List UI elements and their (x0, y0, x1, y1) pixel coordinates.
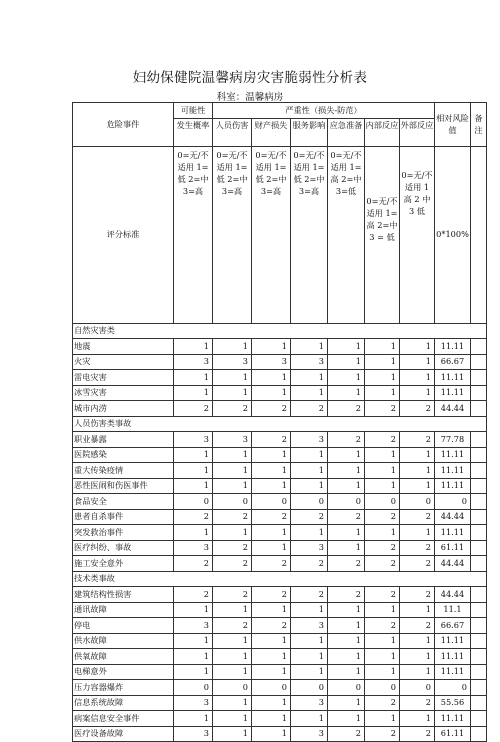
score-cell: 0 (213, 494, 252, 510)
risk-value: 66.67 (435, 618, 471, 634)
risk-value: 0 (435, 494, 471, 510)
score-cell: 1 (213, 633, 252, 649)
score-cell: 2 (365, 587, 400, 603)
score-cell: 2 (328, 432, 365, 448)
score-cell: 3 (291, 540, 328, 556)
column-header: 财产损失 (252, 118, 291, 146)
section-title: 技术类事故 (73, 571, 487, 587)
remark-cell (471, 664, 487, 680)
score-cell: 0 (365, 494, 400, 510)
risk-value: 11.11 (435, 339, 471, 355)
score-cell: 0 (400, 680, 435, 696)
score-cell: 1 (328, 618, 365, 634)
score-cell: 2 (252, 618, 291, 634)
score-cell: 0 (291, 494, 328, 510)
column-header: 内部反应 (365, 118, 400, 146)
table-row (73, 385, 487, 401)
score-cell: 1 (252, 711, 291, 727)
score-cell: 1 (328, 525, 365, 541)
risk-value: 55.56 (435, 695, 471, 711)
criteria-risk: 0*100% (435, 146, 471, 323)
score-cell: 1 (213, 664, 252, 680)
score-cell: 3 (252, 354, 291, 370)
table-row (73, 370, 487, 386)
score-cell: 1 (291, 447, 328, 463)
table-row (73, 556, 487, 572)
event-name: 城市内涝 (73, 401, 174, 417)
score-cell: 1 (400, 339, 435, 355)
score-cell: 1 (328, 385, 365, 401)
score-cell: 1 (213, 525, 252, 541)
score-cell: 1 (252, 664, 291, 680)
relative-risk-header: 相对风险值 (435, 103, 471, 147)
remark-cell (471, 649, 487, 665)
score-cell: 3 (213, 354, 252, 370)
risk-value: 66.67 (435, 354, 471, 370)
score-cell: 1 (174, 447, 213, 463)
score-cell: 3 (174, 540, 213, 556)
score-cell: 1 (213, 385, 252, 401)
score-cell: 2 (365, 695, 400, 711)
score-cell: 1 (252, 385, 291, 401)
remark-cell (471, 726, 487, 742)
department-label: 科室：温馨病房 (216, 92, 284, 103)
score-cell: 2 (328, 509, 365, 525)
score-cell: 2 (213, 509, 252, 525)
score-cell: 1 (400, 370, 435, 386)
score-cell: 1 (174, 478, 213, 494)
score-cell: 1 (365, 385, 400, 401)
table-row (73, 525, 487, 541)
score-cell: 0 (400, 494, 435, 510)
risk-value: 44.44 (435, 509, 471, 525)
table-row (73, 711, 487, 727)
score-cell: 1 (365, 354, 400, 370)
score-cell: 1 (213, 463, 252, 479)
risk-value: 11.11 (435, 649, 471, 665)
column-header: 发生概率 (174, 118, 213, 146)
remark-cell (471, 556, 487, 572)
score-cell: 2 (400, 432, 435, 448)
score-cell: 3 (174, 618, 213, 634)
score-cell: 3 (291, 618, 328, 634)
score-cell: 1 (174, 711, 213, 727)
score-cell: 2 (213, 587, 252, 603)
score-cell: 1 (291, 711, 328, 727)
score-cell: 3 (291, 432, 328, 448)
event-name: 通讯故障 (73, 602, 174, 618)
risk-value: 11.11 (435, 525, 471, 541)
event-name: 供氧故障 (73, 649, 174, 665)
score-cell: 1 (365, 525, 400, 541)
score-cell: 1 (252, 478, 291, 494)
score-cell: 1 (213, 478, 252, 494)
score-cell: 1 (291, 602, 328, 618)
table-row (73, 726, 487, 742)
table-row (73, 695, 487, 711)
event-name: 供水故障 (73, 633, 174, 649)
risk-value: 61.11 (435, 726, 471, 742)
remark-cell (471, 509, 487, 525)
table-row (73, 602, 487, 618)
score-cell: 1 (174, 463, 213, 479)
score-cell: 1 (174, 633, 213, 649)
score-cell: 1 (252, 695, 291, 711)
risk-value: 11.11 (435, 447, 471, 463)
score-cell: 1 (400, 385, 435, 401)
score-cell: 1 (328, 649, 365, 665)
score-cell: 2 (400, 587, 435, 603)
remark-cell (471, 401, 487, 417)
risk-value: 77.78 (435, 432, 471, 448)
table-row (73, 447, 487, 463)
score-cell: 1 (252, 726, 291, 742)
score-cell: 1 (365, 463, 400, 479)
table-row (73, 664, 487, 680)
event-name: 突发救治事件 (73, 525, 174, 541)
score-cell: 0 (291, 680, 328, 696)
probability-header: 可能性 (174, 103, 213, 119)
score-cell: 2 (252, 509, 291, 525)
score-cell: 1 (174, 602, 213, 618)
score-cell: 1 (328, 540, 365, 556)
score-cell: 1 (328, 447, 365, 463)
score-cell: 1 (400, 633, 435, 649)
score-cell: 2 (328, 587, 365, 603)
event-name: 医院感染 (73, 447, 174, 463)
score-cell: 0 (328, 494, 365, 510)
score-cell: 2 (365, 509, 400, 525)
table-row (73, 339, 487, 355)
score-cell: 2 (400, 556, 435, 572)
score-cell: 0 (252, 680, 291, 696)
score-cell: 2 (365, 432, 400, 448)
score-cell: 1 (213, 649, 252, 665)
risk-value: 11.11 (435, 370, 471, 386)
score-cell: 1 (213, 447, 252, 463)
score-cell: 1 (365, 711, 400, 727)
score-cell: 2 (213, 401, 252, 417)
remark-cell (471, 370, 487, 386)
score-cell: 0 (252, 494, 291, 510)
score-cell: 1 (328, 463, 365, 479)
score-cell: 2 (400, 540, 435, 556)
score-cell: 2 (174, 509, 213, 525)
score-cell: 2 (365, 540, 400, 556)
score-cell: 1 (400, 649, 435, 665)
score-cell: 2 (213, 540, 252, 556)
risk-value: 11.11 (435, 711, 471, 727)
score-cell: 2 (252, 432, 291, 448)
event-name: 雷电灾害 (73, 370, 174, 386)
table-row (73, 587, 487, 603)
score-cell: 2 (365, 556, 400, 572)
header-row-1 (73, 103, 487, 119)
score-cell: 2 (328, 726, 365, 742)
score-cell: 1 (252, 463, 291, 479)
score-cell: 2 (291, 587, 328, 603)
event-name: 恶性医闹和伤医事件 (73, 478, 174, 494)
score-cell: 1 (174, 664, 213, 680)
score-cell: 1 (174, 649, 213, 665)
remark-header: 备注 (471, 103, 487, 147)
score-cell: 2 (213, 618, 252, 634)
score-cell: 2 (365, 618, 400, 634)
remark-cell (471, 695, 487, 711)
event-name: 医疗设备故障 (73, 726, 174, 742)
score-cell: 0 (213, 680, 252, 696)
table-row (73, 401, 487, 417)
table-row (73, 354, 487, 370)
score-cell: 1 (400, 664, 435, 680)
score-cell: 1 (291, 649, 328, 665)
score-cell: 1 (252, 649, 291, 665)
event-name: 医疗纠纷、事故 (73, 540, 174, 556)
score-cell: 1 (365, 478, 400, 494)
score-cell: 1 (174, 370, 213, 386)
score-cell: 1 (291, 525, 328, 541)
criteria-cell: 0=无/不适用 1=低 2=中 3=高 (291, 146, 328, 323)
score-cell: 0 (365, 680, 400, 696)
criteria-remark (471, 146, 487, 323)
score-cell: 1 (252, 370, 291, 386)
score-cell: 1 (252, 602, 291, 618)
score-cell: 0 (174, 680, 213, 696)
criteria-cell: 0=无/不适用 1=低 2=中 3=高 (174, 146, 213, 323)
score-cell: 1 (328, 711, 365, 727)
score-cell: 1 (174, 385, 213, 401)
score-cell: 2 (174, 401, 213, 417)
criteria-row (73, 146, 487, 323)
score-cell: 1 (213, 602, 252, 618)
remark-cell (471, 494, 487, 510)
criteria-cell: 0=无/不适用 1=低 2=中 3=高 (252, 146, 291, 323)
table-row (73, 540, 487, 556)
event-name: 建筑结构性损害 (73, 587, 174, 603)
remark-cell (471, 463, 487, 479)
score-cell: 1 (291, 463, 328, 479)
score-cell: 2 (400, 726, 435, 742)
score-cell: 1 (365, 633, 400, 649)
score-cell: 1 (328, 478, 365, 494)
severity-header: 严重性（损失-防范） (213, 103, 435, 119)
score-cell: 1 (365, 649, 400, 665)
score-cell: 3 (174, 432, 213, 448)
risk-value: 11.11 (435, 633, 471, 649)
score-cell: 2 (213, 556, 252, 572)
remark-cell (471, 525, 487, 541)
event-name: 压力容器爆炸 (73, 680, 174, 696)
score-cell: 2 (328, 401, 365, 417)
score-cell: 1 (400, 602, 435, 618)
score-cell: 1 (328, 339, 365, 355)
criteria-cell: 0=无/不适用 1 高 2 中 3 低 (400, 146, 435, 323)
risk-value: 11.1 (435, 602, 471, 618)
score-cell: 1 (213, 726, 252, 742)
risk-value: 11.11 (435, 463, 471, 479)
score-cell: 2 (400, 695, 435, 711)
remark-cell (471, 602, 487, 618)
score-cell: 2 (252, 401, 291, 417)
score-cell: 1 (400, 711, 435, 727)
section-row (73, 571, 487, 587)
remark-cell (471, 680, 487, 696)
table-row (73, 649, 487, 665)
score-cell: 2 (174, 556, 213, 572)
score-cell: 1 (365, 370, 400, 386)
criteria-cell: 0=无/不适用 1=低 2=中 3=高 (213, 146, 252, 323)
remark-cell (471, 618, 487, 634)
score-cell: 3 (291, 726, 328, 742)
score-cell: 0 (174, 494, 213, 510)
score-cell: 1 (328, 664, 365, 680)
score-cell: 1 (174, 339, 213, 355)
event-name: 电梯意外 (73, 664, 174, 680)
score-cell: 2 (291, 509, 328, 525)
score-cell: 1 (291, 478, 328, 494)
risk-value: 44.44 (435, 587, 471, 603)
criteria-label: 评分标准 (73, 146, 174, 323)
risk-value: 11.11 (435, 664, 471, 680)
remark-cell (471, 478, 487, 494)
score-cell: 1 (252, 447, 291, 463)
event-name: 重大传染疫情 (73, 463, 174, 479)
table-row (73, 509, 487, 525)
column-header: 人员伤害 (213, 118, 252, 146)
event-name: 患者自杀事件 (73, 509, 174, 525)
section-title: 自然灾害类 (73, 323, 487, 339)
score-cell: 1 (328, 370, 365, 386)
score-cell: 1 (252, 525, 291, 541)
score-cell: 1 (365, 339, 400, 355)
score-cell: 1 (365, 602, 400, 618)
score-cell: 2 (291, 401, 328, 417)
score-cell: 2 (365, 401, 400, 417)
score-cell: 3 (174, 354, 213, 370)
score-cell: 3 (174, 695, 213, 711)
score-cell: 3 (213, 432, 252, 448)
event-name: 职业暴露 (73, 432, 174, 448)
score-cell: 3 (291, 354, 328, 370)
risk-value: 44.44 (435, 556, 471, 572)
column-header: 外部反应 (400, 118, 435, 146)
score-cell: 1 (252, 540, 291, 556)
score-cell: 1 (213, 370, 252, 386)
score-cell: 1 (291, 385, 328, 401)
event-name: 停电 (73, 618, 174, 634)
score-cell: 2 (365, 726, 400, 742)
event-name: 食品安全 (73, 494, 174, 510)
score-cell: 1 (365, 664, 400, 680)
section-row (73, 323, 487, 339)
score-cell: 1 (252, 339, 291, 355)
remark-cell (471, 587, 487, 603)
risk-value: 11.11 (435, 385, 471, 401)
risk-value: 11.11 (435, 478, 471, 494)
table-row (73, 478, 487, 494)
score-cell: 1 (400, 478, 435, 494)
score-cell: 1 (291, 633, 328, 649)
score-cell: 1 (328, 354, 365, 370)
section-title: 人员伤害类事故 (73, 416, 487, 432)
score-cell: 1 (328, 602, 365, 618)
vulnerability-table (72, 102, 487, 742)
risk-value: 61.11 (435, 540, 471, 556)
score-cell: 1 (291, 339, 328, 355)
score-cell: 2 (252, 556, 291, 572)
score-cell: 2 (400, 509, 435, 525)
score-cell: 2 (291, 556, 328, 572)
score-cell: 1 (213, 711, 252, 727)
score-cell: 1 (291, 370, 328, 386)
table-row (73, 618, 487, 634)
score-cell: 1 (365, 447, 400, 463)
event-name: 冰雪灾害 (73, 385, 174, 401)
score-cell: 1 (174, 525, 213, 541)
risk-value: 0 (435, 680, 471, 696)
event-name: 火灾 (73, 354, 174, 370)
event-name: 施工安全意外 (73, 556, 174, 572)
column-header: 应急准备 (328, 118, 365, 146)
score-cell: 3 (291, 695, 328, 711)
section-row (73, 416, 487, 432)
score-cell: 1 (252, 633, 291, 649)
score-cell: 2 (174, 587, 213, 603)
table-row (73, 680, 487, 696)
page-title: 妇幼保健院温馨病房灾害脆弱性分析表 (132, 70, 368, 86)
score-cell: 1 (213, 339, 252, 355)
score-cell: 1 (400, 447, 435, 463)
score-cell: 0 (328, 680, 365, 696)
score-cell: 1 (328, 633, 365, 649)
score-cell: 1 (400, 463, 435, 479)
score-cell: 3 (174, 726, 213, 742)
criteria-cell: 0=无/不适用 1=高 2=中 3 = 低 (365, 146, 400, 323)
remark-cell (471, 339, 487, 355)
remark-cell (471, 432, 487, 448)
remark-cell (471, 540, 487, 556)
remark-cell (471, 447, 487, 463)
event-name: 信息系统故障 (73, 695, 174, 711)
remark-cell (471, 354, 487, 370)
score-cell: 1 (328, 695, 365, 711)
score-cell: 1 (400, 525, 435, 541)
table-row (73, 463, 487, 479)
score-cell: 2 (328, 556, 365, 572)
score-cell: 2 (400, 618, 435, 634)
score-cell: 1 (400, 354, 435, 370)
risk-value: 44.44 (435, 401, 471, 417)
table-row (73, 432, 487, 448)
score-cell: 2 (252, 587, 291, 603)
remark-cell (471, 711, 487, 727)
remark-cell (471, 385, 487, 401)
table-row (73, 633, 487, 649)
criteria-cell: 0=无/不适用 1=高 2=中 3=低 (328, 146, 365, 323)
event-header: 危险事件 (73, 103, 174, 147)
table-row (73, 494, 487, 510)
score-cell: 2 (400, 401, 435, 417)
event-name: 地震 (73, 339, 174, 355)
column-header: 服务影响 (291, 118, 328, 146)
remark-cell (471, 633, 487, 649)
score-cell: 1 (291, 664, 328, 680)
event-name: 病案信息安全事件 (73, 711, 174, 727)
score-cell: 1 (213, 695, 252, 711)
